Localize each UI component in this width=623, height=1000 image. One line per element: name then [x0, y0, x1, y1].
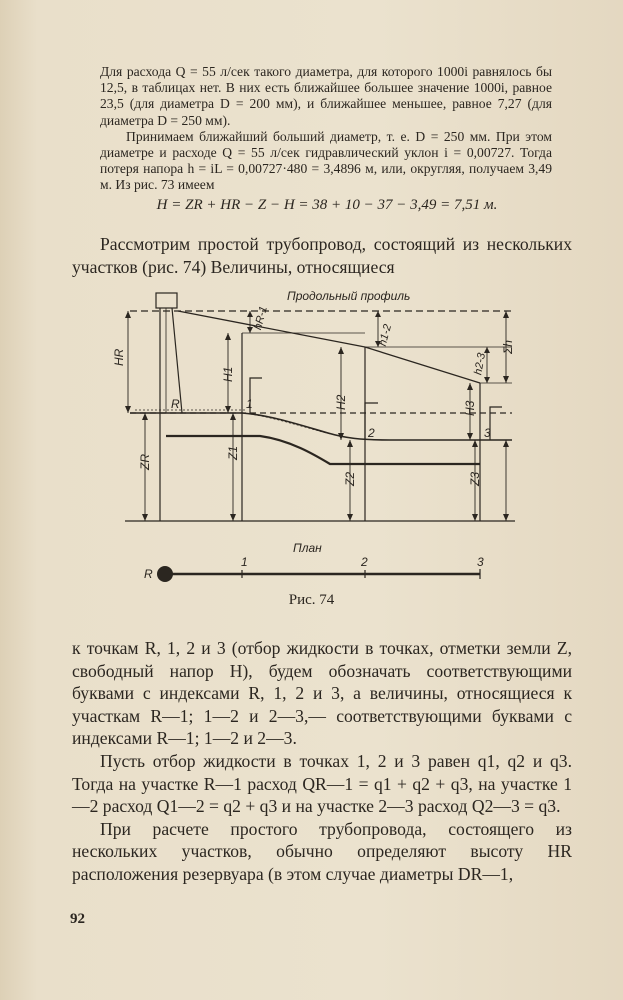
- label-HR: HR: [112, 348, 126, 366]
- label-Z3: Z3: [468, 471, 482, 486]
- label-sum-h: Σh: [501, 340, 515, 354]
- intro-paragraph: Рассмотрим простой трубопровод, состоящий из нескольких участков (рис. 74) Величины, относящиеся: [72, 234, 572, 277]
- calculation-paragraph: При расчете простого трубопровода, состоящего из нескольких участков, обычно определяют высоту HR расположения резервуара (в этом случае диаметры DR—1,: [72, 818, 572, 884]
- hydraulic-grade-line-2: [365, 347, 480, 383]
- label-node-R: R: [171, 397, 180, 411]
- figure-caption: Рис. 74: [288, 592, 335, 608]
- label-hR1: hR-1: [252, 305, 270, 332]
- flow-paragraph: Пусть отбор жидкости в точках 1, 2 и 3 равен q1, q2 и q3. Тогда на участке R—1 расход QR—1 = q1 + q2 + q3, на участке 1—2 расход Q1—2 = q2 + q3 и на участке 2—3 расход Q2—3 = q3.: [72, 750, 572, 817]
- reservoir-tank: [156, 293, 177, 308]
- profile-title: Продольный профиль: [287, 289, 411, 303]
- plan-title: План: [293, 541, 322, 555]
- plan-label-3: 3: [477, 555, 484, 569]
- main-text-body: [72, 637, 572, 886]
- label-ZR: ZR: [138, 454, 152, 470]
- plan-label-2: 2: [361, 555, 368, 569]
- label-node-3: 3: [484, 426, 491, 440]
- label-H1: H1: [221, 366, 235, 382]
- small-paragraph-2: Принимаем ближайший больший диаметр, т. е. D = 250 мм. При этом диаметре и расходе Q = 55 л/сек гидравлический уклон i = 0,00727. Тогда потеря напора h = iL = 0,00727·480 = 3,4896 м, или, округляя, получаем 3,49 м. Из рис. 73 имеем: [100, 128, 552, 193]
- label-H2: H2: [334, 394, 348, 410]
- label-Z1: Z1: [226, 445, 240, 460]
- label-h12: h1-2: [376, 323, 395, 348]
- plan-label-R: R: [144, 567, 153, 581]
- label-node-1: 1: [246, 397, 253, 411]
- notation-paragraph: к точкам R, 1, 2 и 3 (отбор жидкости в точках, отметки земли Z, свободный напор H), будем обозначать соответствующими буквами с индексами R, 1, 2 и 3, а величины, относящиеся к участкам R—1; 1—2 и 2—3,— соответствующими буквами с индексами R—1; 1—2 и 2—3.: [72, 638, 572, 749]
- label-H3: H3: [463, 400, 477, 416]
- label-h23: h2-3: [472, 352, 488, 376]
- standpipe-3: [490, 407, 502, 440]
- label-Z2: Z2: [343, 471, 357, 486]
- label-node-2: 2: [368, 426, 375, 440]
- small-paragraph-1: Для расхода Q = 55 л/сек такого диаметра, для которого 1000i равнялось бы 12,5, в таблицах нет. В них есть ближайшее большее значение 1000i, равное 23,5 (для диаметра D = 200 мм), и ближайшее меньшее, равное 7,27 (для диаметра D = 250 мм).: [100, 64, 552, 128]
- head-formula: H = ZR + HR − Z − H = 38 + 10 − 37 − 3,49 = 7,51 м.: [156, 197, 498, 213]
- page-number: 92: [70, 911, 85, 927]
- plan-reservoir-node: [157, 566, 173, 582]
- plan-label-1: 1: [241, 555, 248, 569]
- hydraulic-grade-line-1: [178, 311, 365, 347]
